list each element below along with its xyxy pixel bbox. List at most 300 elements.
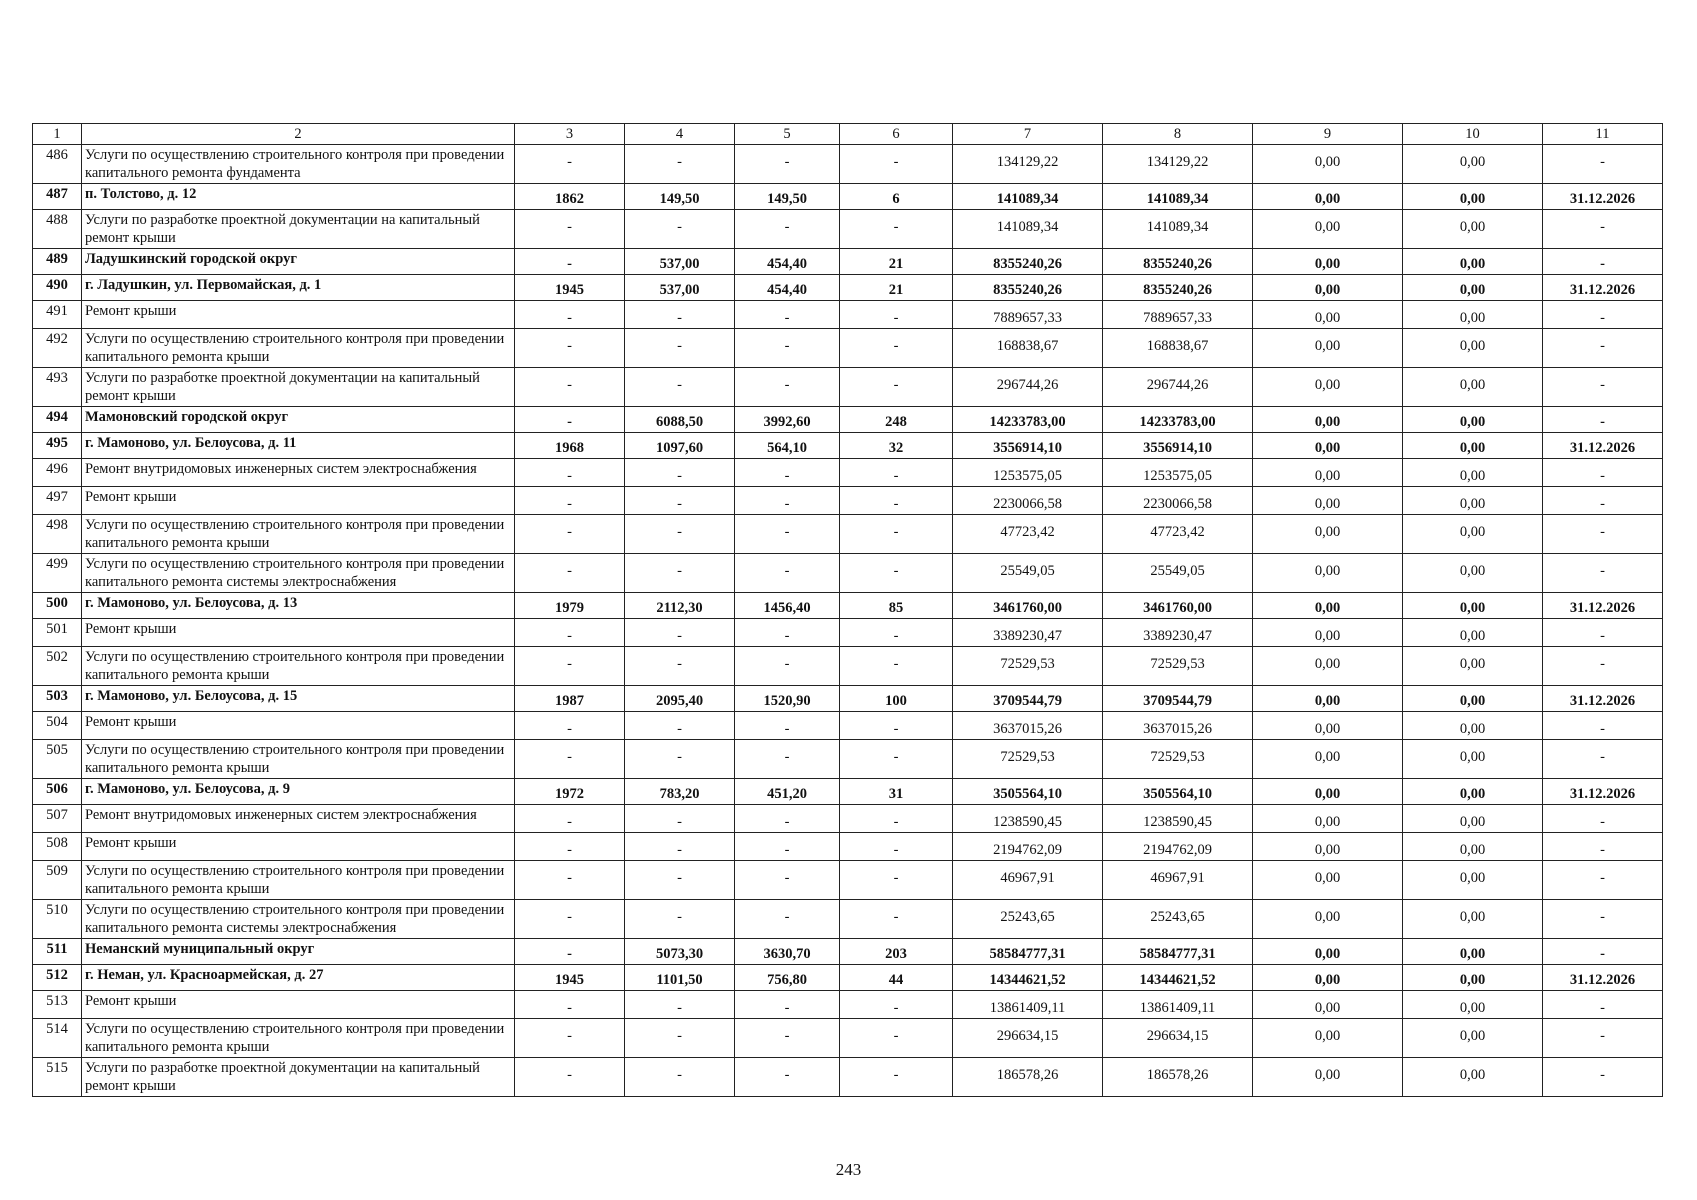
total-cost-cell: 58584777,31 [953,939,1103,965]
row-number-cell: 494 [33,407,82,433]
header-cell: 3 [515,124,625,145]
owner-funds-cell: 0,00 [1403,329,1543,368]
year-cell: - [515,329,625,368]
object-name-cell: г. Мамоново, ул. Белоусова, д. 11 [82,433,515,459]
year-cell: - [515,1019,625,1058]
regional-fund-cell: 46967,91 [1103,861,1253,900]
residents-cell: - [840,145,953,184]
living-area-cell: 564,10 [735,433,840,459]
total-area-cell: - [625,145,735,184]
budget-cell: 0,00 [1253,249,1403,275]
total-cost-cell: 3637015,26 [953,712,1103,740]
budget-cell: 0,00 [1253,686,1403,712]
regional-fund-cell: 3556914,10 [1103,433,1253,459]
table-row [33,329,1663,368]
budget-cell: 0,00 [1253,301,1403,329]
regional-fund-cell: 3505564,10 [1103,779,1253,805]
year-cell: - [515,487,625,515]
total-cost-cell: 1238590,45 [953,805,1103,833]
residents-cell: 100 [840,686,953,712]
object-name-cell: г. Ладушкин, ул. Первомайская, д. 1 [82,275,515,301]
total-cost-cell: 7889657,33 [953,301,1103,329]
table-row [33,184,1663,210]
regional-fund-cell: 58584777,31 [1103,939,1253,965]
table-row [33,301,1663,329]
living-area-cell: - [735,991,840,1019]
deadline-cell: - [1543,712,1663,740]
year-cell: 1979 [515,593,625,619]
living-area-cell: 149,50 [735,184,840,210]
year-cell: 1945 [515,965,625,991]
total-cost-cell: 14233783,00 [953,407,1103,433]
total-cost-cell: 296744,26 [953,368,1103,407]
row-number-cell: 505 [33,740,82,779]
regional-fund-cell: 296634,15 [1103,1019,1253,1058]
table-row [33,805,1663,833]
owner-funds-cell: 0,00 [1403,833,1543,861]
owner-funds-cell: 0,00 [1403,487,1543,515]
deadline-cell: - [1543,301,1663,329]
deadline-cell: - [1543,407,1663,433]
residents-cell: - [840,900,953,939]
table-row [33,554,1663,593]
deadline-cell: - [1543,249,1663,275]
budget-cell: 0,00 [1253,593,1403,619]
living-area-cell: 3992,60 [735,407,840,433]
row-number-cell: 488 [33,210,82,249]
total-area-cell: 2095,40 [625,686,735,712]
living-area-cell: - [735,1058,840,1097]
budget-cell: 0,00 [1253,515,1403,554]
budget-cell: 0,00 [1253,619,1403,647]
living-area-cell: 454,40 [735,275,840,301]
year-cell: - [515,1058,625,1097]
budget-cell: 0,00 [1253,459,1403,487]
table-row [33,619,1663,647]
total-area-cell: - [625,991,735,1019]
owner-funds-cell: 0,00 [1403,593,1543,619]
residents-cell: 21 [840,249,953,275]
residents-cell: 31 [840,779,953,805]
year-cell: - [515,368,625,407]
residents-cell: - [840,1058,953,1097]
year-cell: - [515,740,625,779]
budget-cell: 0,00 [1253,805,1403,833]
living-area-cell: - [735,459,840,487]
residents-cell: 6 [840,184,953,210]
owner-funds-cell: 0,00 [1403,145,1543,184]
owner-funds-cell: 0,00 [1403,861,1543,900]
total-cost-cell: 186578,26 [953,1058,1103,1097]
object-name-cell: Ремонт крыши [82,712,515,740]
regional-fund-cell: 72529,53 [1103,647,1253,686]
deadline-cell: 31.12.2026 [1543,593,1663,619]
living-area-cell: 1520,90 [735,686,840,712]
total-area-cell: - [625,712,735,740]
budget-cell: 0,00 [1253,740,1403,779]
budget-cell: 0,00 [1253,900,1403,939]
table-row [33,740,1663,779]
regional-fund-cell: 8355240,26 [1103,275,1253,301]
year-cell: 1945 [515,275,625,301]
owner-funds-cell: 0,00 [1403,554,1543,593]
residents-cell: 203 [840,939,953,965]
residents-cell: - [840,861,953,900]
regional-fund-cell: 3709544,79 [1103,686,1253,712]
budget-cell: 0,00 [1253,145,1403,184]
object-name-cell: Услуги по разработке проектной документации на капитальный ремонт крыши [82,210,515,249]
regional-fund-cell: 13861409,11 [1103,991,1253,1019]
total-cost-cell: 141089,34 [953,184,1103,210]
living-area-cell: - [735,145,840,184]
residents-cell: - [840,647,953,686]
total-area-cell: 537,00 [625,249,735,275]
table-row [33,861,1663,900]
total-area-cell: 2112,30 [625,593,735,619]
total-cost-cell: 3461760,00 [953,593,1103,619]
budget-cell: 0,00 [1253,433,1403,459]
budget-cell: 0,00 [1253,184,1403,210]
regional-fund-cell: 47723,42 [1103,515,1253,554]
owner-funds-cell: 0,00 [1403,1019,1543,1058]
budget-cell: 0,00 [1253,779,1403,805]
deadline-cell: 31.12.2026 [1543,965,1663,991]
year-cell: - [515,515,625,554]
row-number-cell: 500 [33,593,82,619]
owner-funds-cell: 0,00 [1403,619,1543,647]
living-area-cell: - [735,487,840,515]
owner-funds-cell: 0,00 [1403,210,1543,249]
table-row [33,210,1663,249]
total-area-cell: - [625,301,735,329]
total-area-cell: - [625,619,735,647]
row-number-cell: 512 [33,965,82,991]
total-cost-cell: 13861409,11 [953,991,1103,1019]
total-area-cell: - [625,368,735,407]
total-cost-cell: 72529,53 [953,647,1103,686]
residents-cell: 32 [840,433,953,459]
living-area-cell: - [735,861,840,900]
living-area-cell: 454,40 [735,249,840,275]
total-cost-cell: 8355240,26 [953,275,1103,301]
deadline-cell: - [1543,1019,1663,1058]
total-area-cell: - [625,329,735,368]
budget-cell: 0,00 [1253,647,1403,686]
total-cost-cell: 46967,91 [953,861,1103,900]
table-row [33,515,1663,554]
total-area-cell: - [625,554,735,593]
total-area-cell: - [625,647,735,686]
residents-cell: - [840,619,953,647]
owner-funds-cell: 0,00 [1403,647,1543,686]
total-cost-cell: 296634,15 [953,1019,1103,1058]
owner-funds-cell: 0,00 [1403,433,1543,459]
table-row [33,459,1663,487]
deadline-cell: - [1543,805,1663,833]
table-row [33,1019,1663,1058]
object-name-cell: Услуги по разработке проектной документации на капитальный ремонт крыши [82,1058,515,1097]
owner-funds-cell: 0,00 [1403,368,1543,407]
owner-funds-cell: 0,00 [1403,459,1543,487]
deadline-cell: - [1543,487,1663,515]
year-cell: - [515,991,625,1019]
total-area-cell: - [625,805,735,833]
deadline-cell: - [1543,459,1663,487]
regional-fund-cell: 72529,53 [1103,740,1253,779]
year-cell: - [515,805,625,833]
deadline-cell: - [1543,329,1663,368]
header-cell: 10 [1403,124,1543,145]
object-name-cell: Услуги по осуществлению строительного контроля при проведении капитального ремонта фундамента [82,145,515,184]
budget-cell: 0,00 [1253,407,1403,433]
owner-funds-cell: 0,00 [1403,275,1543,301]
budget-cell: 0,00 [1253,833,1403,861]
owner-funds-cell: 0,00 [1403,184,1543,210]
owner-funds-cell: 0,00 [1403,900,1543,939]
regional-fund-cell: 296744,26 [1103,368,1253,407]
owner-funds-cell: 0,00 [1403,515,1543,554]
deadline-cell: 31.12.2026 [1543,433,1663,459]
object-name-cell: г. Мамоново, ул. Белоусова, д. 15 [82,686,515,712]
budget-cell: 0,00 [1253,965,1403,991]
owner-funds-cell: 0,00 [1403,779,1543,805]
total-cost-cell: 134129,22 [953,145,1103,184]
deadline-cell: - [1543,861,1663,900]
row-number-cell: 514 [33,1019,82,1058]
living-area-cell: - [735,900,840,939]
total-cost-cell: 3389230,47 [953,619,1103,647]
budget-cell: 0,00 [1253,939,1403,965]
owner-funds-cell: 0,00 [1403,407,1543,433]
residents-cell: - [840,515,953,554]
deadline-cell: - [1543,145,1663,184]
total-cost-cell: 47723,42 [953,515,1103,554]
owner-funds-cell: 0,00 [1403,712,1543,740]
total-area-cell: - [625,740,735,779]
object-name-cell: г. Мамоново, ул. Белоусова, д. 9 [82,779,515,805]
total-area-cell: 1101,50 [625,965,735,991]
residents-cell: - [840,712,953,740]
object-name-cell: Ремонт крыши [82,991,515,1019]
budget-cell: 0,00 [1253,329,1403,368]
regional-fund-cell: 14233783,00 [1103,407,1253,433]
deadline-cell: 31.12.2026 [1543,779,1663,805]
row-number-cell: 499 [33,554,82,593]
object-name-cell: Услуги по осуществлению строительного контроля при проведении капитального ремонта крыши [82,329,515,368]
object-name-cell: Ремонт внутридомовых инженерных систем электроснабжения [82,805,515,833]
regional-fund-cell: 2194762,09 [1103,833,1253,861]
living-area-cell: - [735,619,840,647]
object-name-cell: Ремонт крыши [82,619,515,647]
table-row [33,487,1663,515]
object-name-cell: Ремонт крыши [82,301,515,329]
total-area-cell: 783,20 [625,779,735,805]
living-area-cell: - [735,210,840,249]
residents-cell: - [840,805,953,833]
living-area-cell: 1456,40 [735,593,840,619]
table-row [33,368,1663,407]
year-cell: - [515,861,625,900]
regional-fund-cell: 1238590,45 [1103,805,1253,833]
year-cell: - [515,145,625,184]
year-cell: 1987 [515,686,625,712]
living-area-cell: - [735,805,840,833]
owner-funds-cell: 0,00 [1403,740,1543,779]
regional-fund-cell: 3389230,47 [1103,619,1253,647]
row-number-cell: 504 [33,712,82,740]
total-area-cell: 537,00 [625,275,735,301]
regional-fund-cell: 8355240,26 [1103,249,1253,275]
row-number-cell: 501 [33,619,82,647]
object-name-cell: Услуги по осуществлению строительного контроля при проведении капитального ремонта крыши [82,515,515,554]
object-name-cell: Услуги по осуществлению строительного контроля при проведении капитального ремонта системы электроснабжения [82,554,515,593]
row-number-cell: 513 [33,991,82,1019]
budget-cell: 0,00 [1253,554,1403,593]
total-area-cell: - [625,459,735,487]
residents-cell: 85 [840,593,953,619]
owner-funds-cell: 0,00 [1403,1058,1543,1097]
object-name-cell: Услуги по осуществлению строительного контроля при проведении капитального ремонта системы электроснабжения [82,900,515,939]
row-number-cell: 507 [33,805,82,833]
total-cost-cell: 25549,05 [953,554,1103,593]
living-area-cell: - [735,1019,840,1058]
living-area-cell: - [735,712,840,740]
total-area-cell: 5073,30 [625,939,735,965]
object-name-cell: Услуги по разработке проектной документации на капитальный ремонт крыши [82,368,515,407]
living-area-cell: 3630,70 [735,939,840,965]
residents-cell: - [840,1019,953,1058]
header-cell: 2 [82,124,515,145]
object-name-cell: Мамоновский городской округ [82,407,515,433]
table-row [33,1058,1663,1097]
total-cost-cell: 2194762,09 [953,833,1103,861]
residents-cell: - [840,329,953,368]
deadline-cell: 31.12.2026 [1543,686,1663,712]
table-row [33,779,1663,805]
deadline-cell: - [1543,1058,1663,1097]
living-area-cell: 756,80 [735,965,840,991]
deadline-cell: - [1543,939,1663,965]
header-cell: 4 [625,124,735,145]
regional-fund-cell: 141089,34 [1103,210,1253,249]
total-area-cell: - [625,487,735,515]
residents-cell: 248 [840,407,953,433]
year-cell: - [515,407,625,433]
table-row [33,900,1663,939]
row-number-cell: 515 [33,1058,82,1097]
year-cell: - [515,647,625,686]
total-cost-cell: 3556914,10 [953,433,1103,459]
residents-cell: - [840,210,953,249]
row-number-cell: 509 [33,861,82,900]
header-cell: 11 [1543,124,1663,145]
row-number-cell: 487 [33,184,82,210]
total-cost-cell: 14344621,52 [953,965,1103,991]
budget-cell: 0,00 [1253,487,1403,515]
regional-fund-cell: 25549,05 [1103,554,1253,593]
living-area-cell: - [735,554,840,593]
object-name-cell: Услуги по осуществлению строительного контроля при проведении капитального ремонта крыши [82,647,515,686]
total-area-cell: - [625,210,735,249]
total-area-cell: 1097,60 [625,433,735,459]
column-number-header [33,124,1663,145]
total-cost-cell: 168838,67 [953,329,1103,368]
object-name-cell: г. Мамоново, ул. Белоусова, д. 13 [82,593,515,619]
header-cell: 1 [33,124,82,145]
repair-program-table [32,123,1663,1097]
row-number-cell: 498 [33,515,82,554]
owner-funds-cell: 0,00 [1403,991,1543,1019]
table-row [33,647,1663,686]
deadline-cell: - [1543,210,1663,249]
object-name-cell: Услуги по осуществлению строительного контроля при проведении капитального ремонта крыши [82,861,515,900]
living-area-cell: - [735,647,840,686]
residents-cell: - [840,991,953,1019]
deadline-cell: - [1543,619,1663,647]
table-row [33,145,1663,184]
residents-cell: - [840,740,953,779]
table-row [33,939,1663,965]
table-row [33,407,1663,433]
table-row [33,991,1663,1019]
living-area-cell: - [735,740,840,779]
object-name-cell: г. Неман, ул. Красноармейская, д. 27 [82,965,515,991]
total-cost-cell: 1253575,05 [953,459,1103,487]
row-number-cell: 489 [33,249,82,275]
living-area-cell: - [735,833,840,861]
deadline-cell: - [1543,647,1663,686]
regional-fund-cell: 141089,34 [1103,184,1253,210]
regional-fund-cell: 168838,67 [1103,329,1253,368]
living-area-cell: - [735,368,840,407]
deadline-cell: - [1543,554,1663,593]
row-number-cell: 490 [33,275,82,301]
header-cell: 9 [1253,124,1403,145]
row-number-cell: 503 [33,686,82,712]
budget-cell: 0,00 [1253,210,1403,249]
deadline-cell: - [1543,368,1663,407]
residents-cell: - [840,554,953,593]
total-cost-cell: 3505564,10 [953,779,1103,805]
year-cell: - [515,301,625,329]
row-number-cell: 502 [33,647,82,686]
total-cost-cell: 141089,34 [953,210,1103,249]
budget-cell: 0,00 [1253,1019,1403,1058]
deadline-cell: - [1543,991,1663,1019]
object-name-cell: Ремонт крыши [82,833,515,861]
residents-cell: - [840,487,953,515]
deadline-cell: - [1543,515,1663,554]
deadline-cell: 31.12.2026 [1543,184,1663,210]
budget-cell: 0,00 [1253,712,1403,740]
table-row [33,965,1663,991]
table-row [33,833,1663,861]
year-cell: - [515,249,625,275]
total-cost-cell: 2230066,58 [953,487,1103,515]
row-number-cell: 510 [33,900,82,939]
budget-cell: 0,00 [1253,275,1403,301]
year-cell: - [515,939,625,965]
row-number-cell: 506 [33,779,82,805]
table-row [33,433,1663,459]
header-cell: 6 [840,124,953,145]
row-number-cell: 492 [33,329,82,368]
owner-funds-cell: 0,00 [1403,939,1543,965]
deadline-cell: - [1543,833,1663,861]
total-area-cell: - [625,861,735,900]
year-cell: 1862 [515,184,625,210]
object-name-cell: Ладушкинский городской округ [82,249,515,275]
